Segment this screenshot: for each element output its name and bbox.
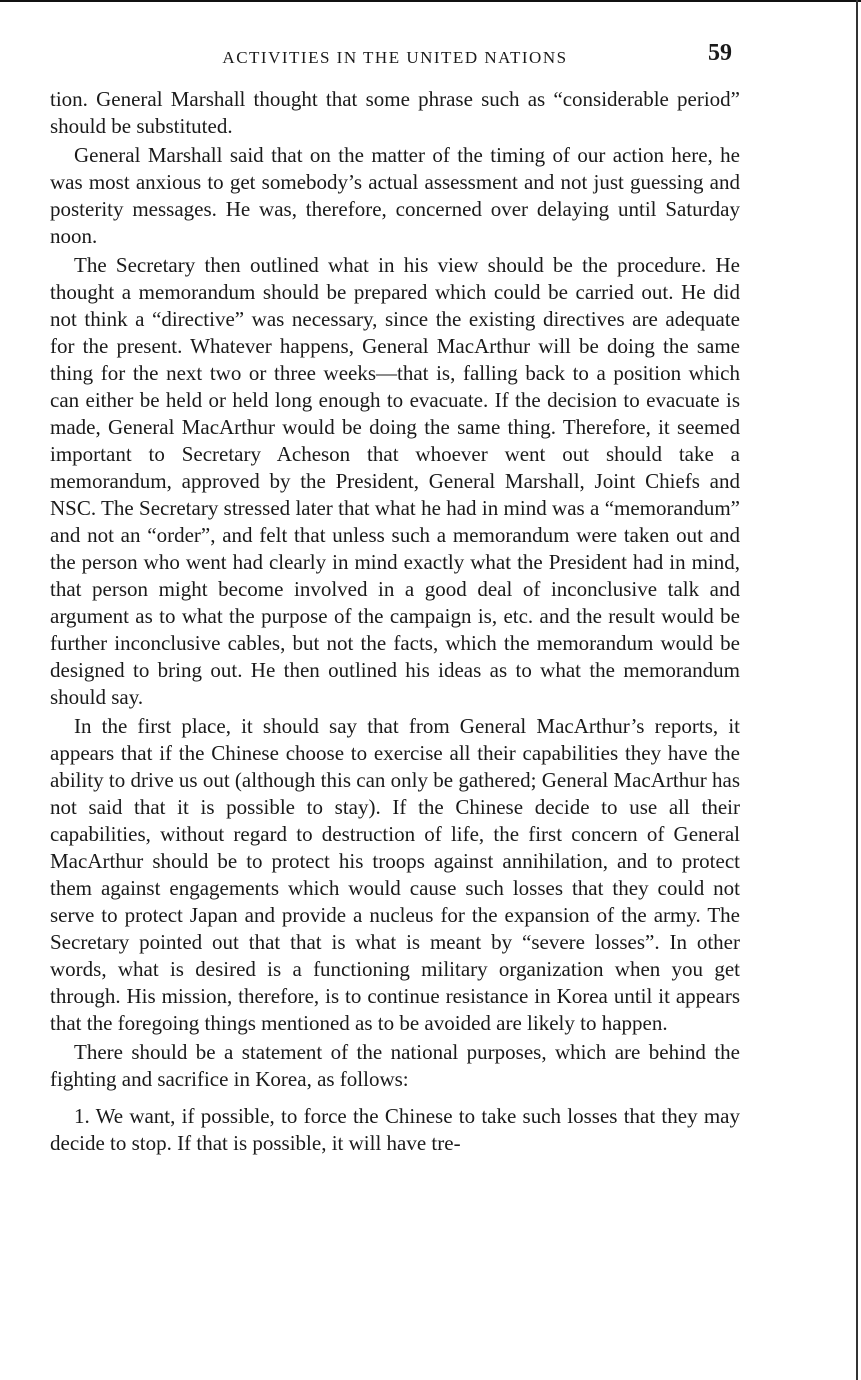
paragraph-secretary-procedure: The Secretary then outlined what in his view should be the procedure. He thought a memorandum should be prepared which could be carried out. He did not think a “directive” was necessary, since the existing directives are adequate for the present. Whatever happens, General MacArthur will be doing the same thing for the next two or three weeks—that is, falling back to a position which can either be held or held long enough to evacuate. If the decision to evacuate is made, General MacArthur would be doing the same thing. Therefore, it seemed important to Secretary Acheson that whoever went out should take a memorandum, approved by the President, General Marshall, Joint Chiefs and NSC. The Secretary stressed later that what he had in mind was a “memorandum” and not an “order”, and felt that unless such a memorandum were taken out and the person who went had clearly in mind exactly what the President had in mind, that person might become involved in a good deal of inconclusive talk and argument as to what the purpose of the campaign is, etc. and the result would be further inconclusive cables, but not the facts, which the memorandum would be designed to bring out. He then outlined his ideas as to what the memorandum should say. — [50, 253, 740, 709]
right-edge-rule — [856, 0, 858, 1380]
top-edge-rule — [0, 0, 861, 2]
paragraph-continuation: tion. General Marshall thought that some phrase such as “considerable period” should be substituted. — [50, 87, 740, 138]
paragraph-numbered-item-1: 1. We want, if possible, to force the Chinese to take such losses that they may decide to stop. If that is possible, it will have tre- — [50, 1104, 740, 1155]
paragraph-marshall-timing: General Marshall said that on the matter of the timing of our action here, he was most anxious to get somebody’s actual assessment and not just guessing and posterity messages. He was, therefore, concerned over delaying until Saturday noon. — [50, 143, 740, 248]
page-header — [50, 38, 740, 78]
running-head: ACTIVITIES IN THE UNITED NATIONS — [222, 48, 568, 67]
page-number: 59 — [708, 40, 732, 66]
paragraph-national-purposes: There should be a statement of the national purposes, which are behind the fighting and sacrifice in Korea, as follows: — [50, 1040, 740, 1091]
body-text — [50, 86, 740, 1159]
paragraph-first-place: In the first place, it should say that from General MacArthur’s reports, it appears that if the Chinese choose to exercise all their capabilities they have the ability to drive us out (although this can only be gathered; General MacArthur has not said that it is possible to stay). If the Chinese decide to use all their capabilities, without regard to destruction of life, the first concern of General MacArthur should be to protect his troops against annihilation, and to protect them against engagements which would cause such losses that they could not serve to protect Japan and provide a nucleus for the expansion of the army. The Secretary pointed out that that is what is meant by “severe losses”. In other words, what is desired is a functioning military organization when you get through. His mission, therefore, is to continue resistance in Korea until it appears that the foregoing things mentioned as to be avoided are likely to happen. — [50, 714, 740, 1035]
